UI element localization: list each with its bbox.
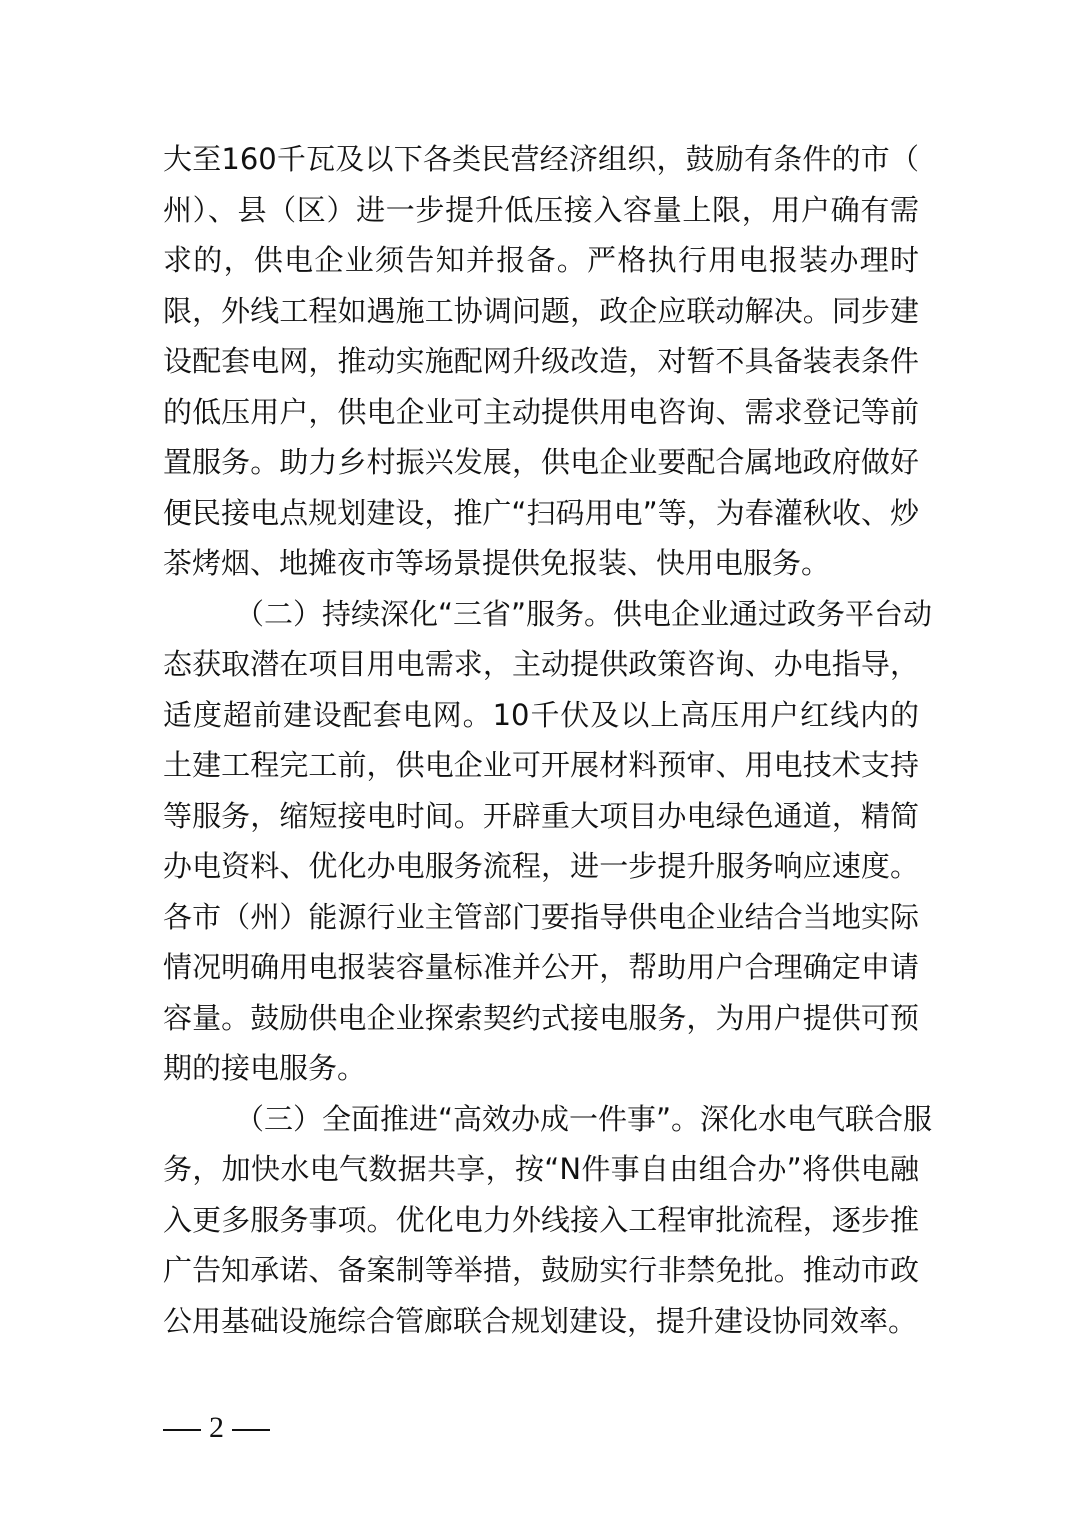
text-line: 公用基础设施综合管廊联合规划建设，提升建设协同效率。 [163,1303,918,1338]
text-line: 求的，供电企业须告知并报备。严格执行用电报装办理时 [163,243,919,277]
left-dash [163,1429,201,1431]
text-line: 便民接电点规划建设，推广“扫码用电”等，为春灌秋收、炒 [163,495,919,530]
text-line: 州）、县（区）进一步提升低压接入容量上限，用户确有需 [163,192,919,227]
text-line: 适度超前建设配套电网。10千伏及以上高压用户红线内的 [163,697,919,732]
text-line: 土建工程完工前，供电企业可开展材料预审、用电技术支持 [163,748,919,782]
text-line: 的低压用户，供电企业可主动提供用电咨询、需求登记等前 [163,394,919,429]
text-line: 等服务，缩短接电时间。开辟重大项目办电绿色通道，精简 [163,798,919,833]
text-line: 容量。鼓励供电企业探索契约式接电服务，为用户提供可预 [163,1000,919,1035]
text-line: 情况明确用电报装容量标准并公开，帮助用户合理确定申请 [163,950,919,984]
text-line: （二）持续深化“三省”服务。供电企业通过政务平台动 [235,596,933,631]
text-line: 茶烤烟、地摊夜市等场景提供免报装、快用电服务。 [163,546,831,580]
page-number: 2 [209,1411,224,1444]
text-line: （三）全面推进“高效办成一件事”。深化水电气联合服 [235,1101,933,1136]
text-line: 务，加快水电气数据共享，按“N件事自由组合办”将供电融 [163,1152,919,1186]
text-line: 期的接电服务。 [163,1051,367,1085]
body-text [163,134,933,1346]
text-line: 限，外线工程如遇施工协调问题，政企应联动解决。同步建 [163,293,919,328]
text-line: 置服务。助力乡村振兴发展，供电企业要配合属地政府做好 [163,445,919,479]
page-footer [163,1408,278,1448]
text-line: 广告知承诺、备案制等举措，鼓励实行非禁免批。推动市政 [163,1253,919,1287]
text-line: 设配套电网，推动实施配网升级改造，对暂不具备装表条件 [163,344,919,378]
text-line: 大至160千瓦及以下各类民营经济组织，鼓励有条件的市（ [163,142,919,176]
right-dash [232,1429,270,1431]
text-line: 办电资料、优化办电服务流程，进一步提升服务响应速度。 [163,849,919,883]
text-line: 态获取潜在项目用电需求，主动提供政策咨询、办电指导， [163,647,919,681]
text-line: 各市（州）能源行业主管部门要指导供电企业结合当地实际 [163,899,919,934]
text-line: 入更多服务事项。优化电力外线接入工程审批流程，逐步推 [163,1202,919,1237]
